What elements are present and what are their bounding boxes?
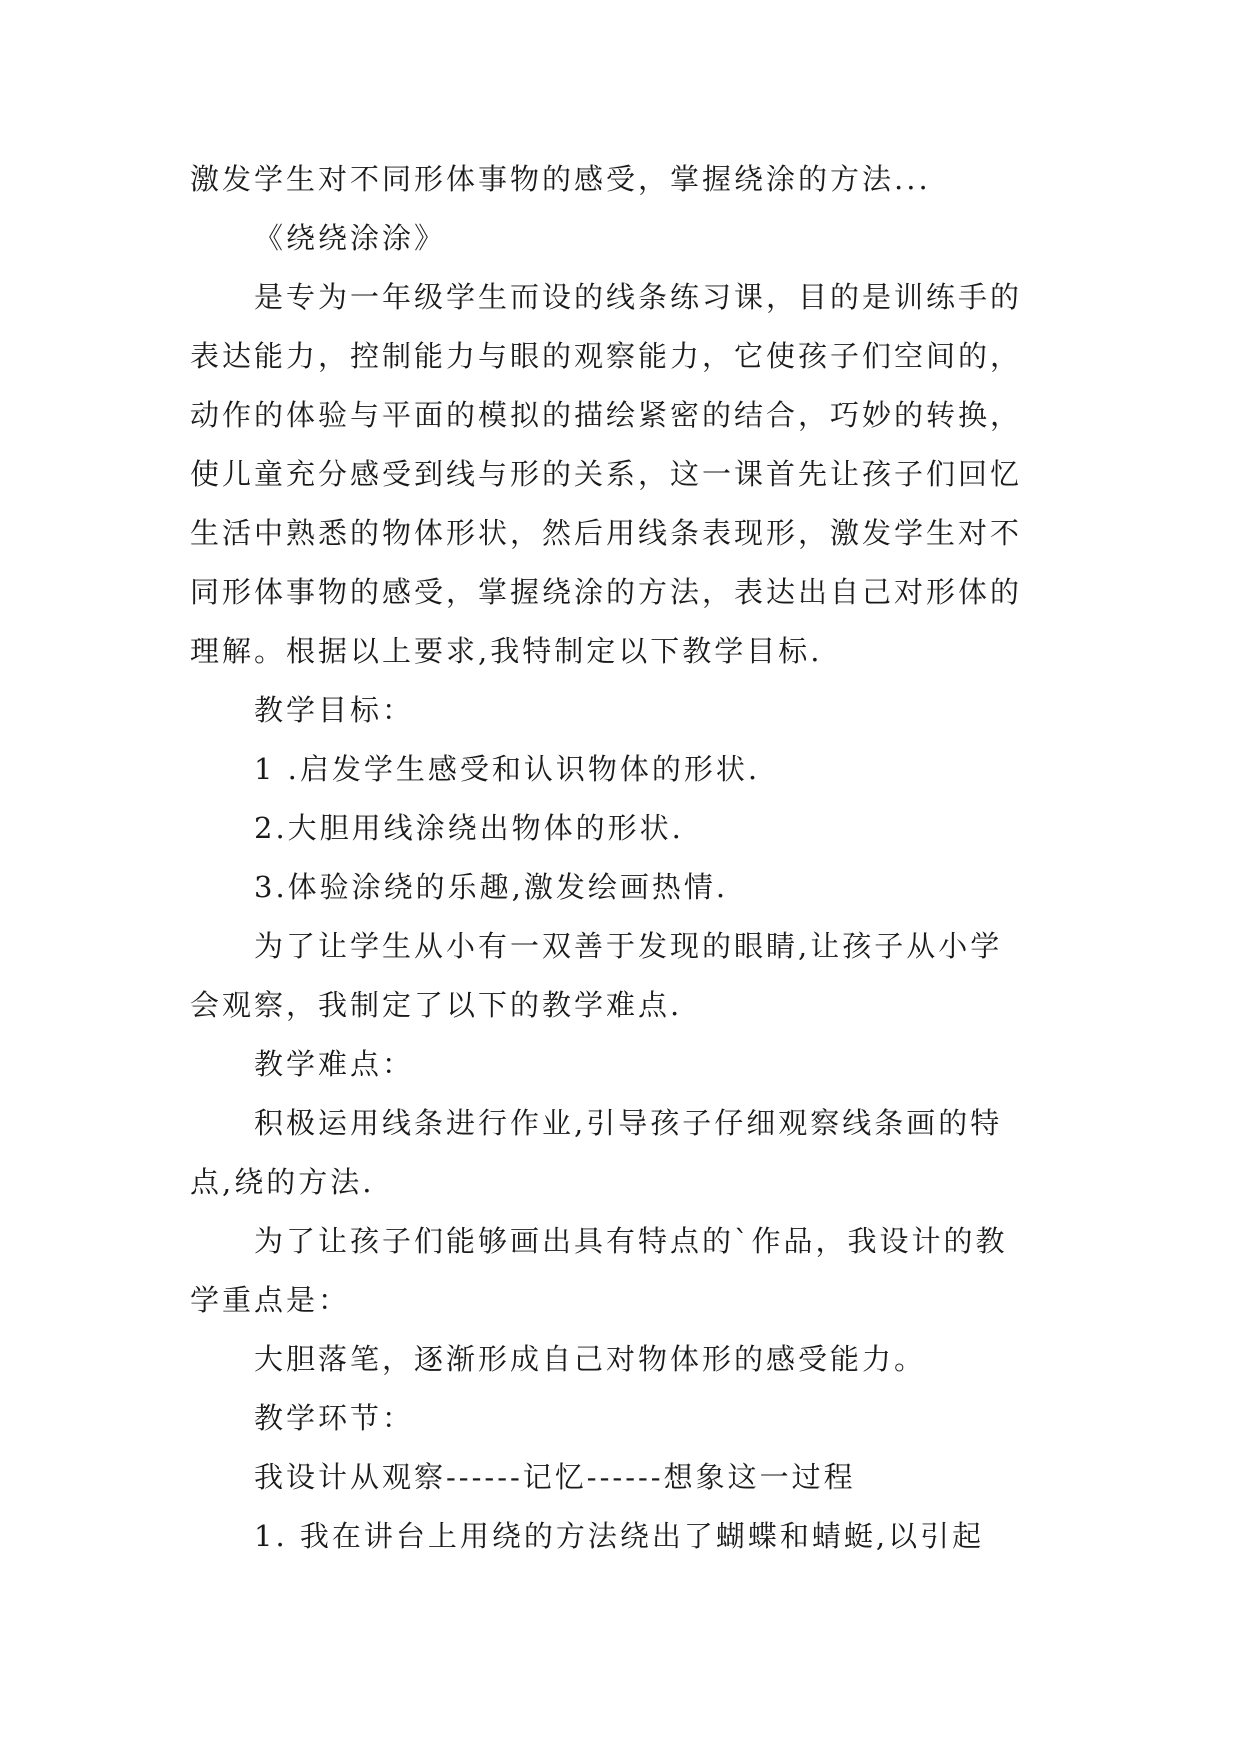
text-line: 表达能力，控制能力与眼的观察能力，它使孩子们空间的，	[190, 339, 1023, 373]
text-line: 是专为一年级学生而设的线条练习课，目的是训练手的	[254, 280, 1023, 314]
text-line: 《绕绕涂涂》	[254, 221, 447, 255]
text-line: 理解。根据以上要求,我特制定以下教学目标.	[190, 634, 823, 668]
section-heading: 教学环节：	[254, 1401, 415, 1435]
text-line: 为了让孩子们能够画出具有特点的`作品，我设计的教	[254, 1224, 1008, 1258]
list-item: 1 .启发学生感受和认识物体的形状.	[254, 752, 761, 786]
section-heading: 教学目标：	[254, 693, 415, 727]
text-line: 动作的体验与平面的模拟的描绘紧密的结合，巧妙的转换，	[190, 398, 1023, 432]
section-heading: 教学难点：	[254, 1047, 415, 1081]
text-line: 积极运用线条进行作业,引导孩子仔细观察线条画的特	[254, 1106, 1003, 1140]
list-item: 1. 我在讲台上用绕的方法绕出了蝴蝶和蜻蜓,以引起	[254, 1519, 985, 1553]
list-item: 3.体验涂绕的乐趣,激发绘画热情.	[254, 870, 729, 904]
text-line: 点,绕的方法.	[190, 1165, 375, 1199]
text-line: 激发学生对不同形体事物的感受，掌握绕涂的方法...	[190, 162, 931, 196]
text-line: 大胆落笔，逐渐形成自己对物体形的感受能力。	[254, 1342, 927, 1376]
text-line: 会观察，我制定了以下的教学难点.	[190, 988, 683, 1022]
text-line: 学重点是：	[190, 1283, 351, 1317]
text-line: 为了让学生从小有一双善于发现的眼睛,让孩子从小学	[254, 929, 1003, 963]
list-item: 2.大胆用线涂绕出物体的形状.	[254, 811, 684, 845]
text-line: 使儿童充分感受到线与形的关系，这一课首先让孩子们回忆	[190, 457, 1023, 491]
text-line: 我设计从观察------记忆------想象这一过程	[254, 1460, 856, 1494]
text-line: 同形体事物的感受，掌握绕涂的方法，表达出自己对形体的	[190, 575, 1023, 609]
text-line: 生活中熟悉的物体形状，然后用线条表现形，激发学生对不	[190, 516, 1023, 550]
document-body	[190, 150, 1054, 1566]
